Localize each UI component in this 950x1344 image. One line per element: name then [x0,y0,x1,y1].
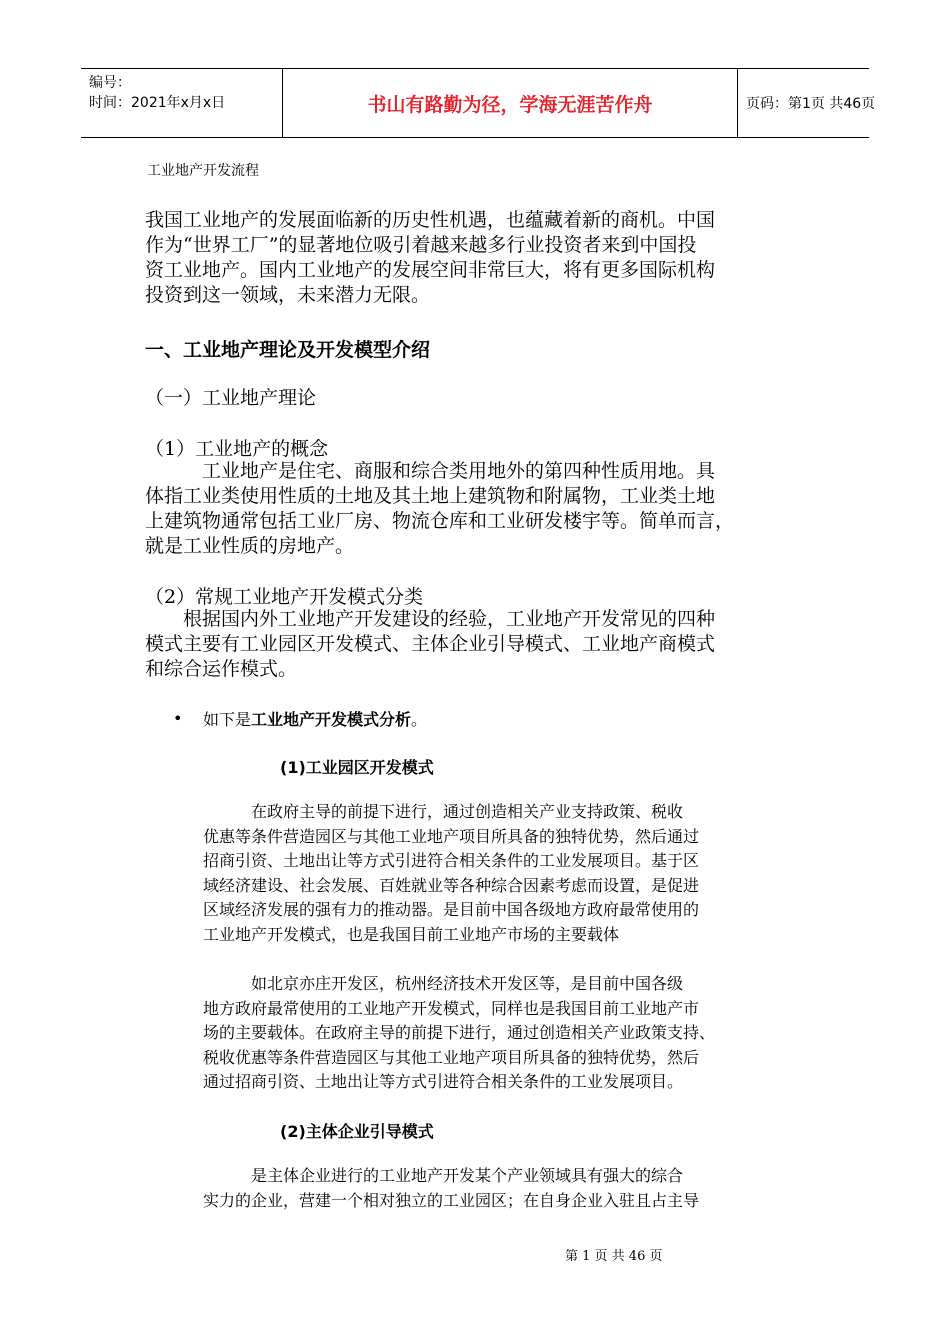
bullet-prefix: 如下是 [203,710,252,729]
doc-title: 工业地产开发流程 [147,163,259,179]
intro-line: 我国工业地产的发展面临新的历史性机遇，也蕴藏着新的商机。中国 [145,209,716,231]
bullet-bold: 工业地产开发模式分析 [251,710,412,729]
date-label: 时间：2021年x月x日 [89,95,226,111]
header-table [81,68,876,138]
mode1-line: 场的主要载体。在政府主导的前提下进行，通过创造相关产业政策支持、 [203,1023,716,1042]
mode2-line: 是主体企业进行的工业地产开发某个产业领域具有强大的综合 [203,1166,684,1185]
page-footer: 第 1 页 共 46 页 [565,1249,663,1264]
mode1-line: 地方政府最常使用的工业地产开发模式，同样也是我国目前工业地产市 [203,998,700,1018]
mode2-line: 实力的企业，营建一个相对独立的工业园区；在自身企业入驻且占主导 [203,1190,700,1210]
mode1-line: 域经济建设、社会发展、百姓就业等各种综合因素考虑而设置，是促进 [203,875,700,895]
concept-line: 体指工业类使用性质的土地及其土地上建筑物和附属物，工业类土地 [145,485,716,507]
bullet-icon: • [173,709,183,728]
mode1-line: 如北京亦庄开发区，杭州经济技术开发区等，是目前中国各级 [203,974,684,993]
mode1-heading: (1)工业园区开发模式 [280,758,434,777]
modes-line: 和综合运作模式。 [145,658,298,680]
mode1-line: 在政府主导的前提下进行，通过创造相关产业支持政策、税收 [203,802,684,821]
intro-line: 投资到这一领域，未来潜力无限。 [145,284,431,306]
mode1-line: 区域经济发展的强有力的推动器。是目前中国各级地方政府最常使用的 [203,900,700,919]
mode1-line: 通过招商引资、土地出让等方式引进符合相关条件的工业发展项目。 [203,1072,684,1091]
mode1-line: 招商引资、土地出让等方式引进符合相关条件的工业发展项目。基于区 [203,851,700,870]
bullet-text [203,707,427,730]
mode1-line: 工业地产开发模式，也是我国目前工业地产市场的主要载体 [203,924,620,944]
modes-heading: （2）常规工业地产开发模式分类 [145,586,424,608]
intro-line: 作为“世界工厂”的显著地位吸引着越来越多行业投资者来到中国投 [145,234,697,256]
intro-line: 资工业地产。国内工业地产的发展空间非常巨大，将有更多国际机构 [145,259,716,281]
number-label: 编号： [89,75,131,91]
bullet-suffix: 。 [411,710,428,729]
mode1-line: 税收优惠等条件营造园区与其他工业地产项目所具备的独特优势，然后 [203,1047,700,1067]
concept-line: 工业地产是住宅、商服和综合类用地外的第四种性质用地。具 [145,460,716,482]
concept-line: 上建筑物通常包括工业厂房、物流仓库和工业研发楼宇等。简单而言， [145,510,735,532]
section-heading: 一、工业地产理论及开发模型介绍 [145,339,431,361]
header-meta [81,69,281,137]
mode2-heading: (2)主体企业引导模式 [280,1122,434,1141]
subsection-heading: （一）工业地产理论 [145,387,317,409]
modes-line: 根据国内外工业地产开发建设的经验，工业地产开发常见的四种 [145,608,716,630]
mode1-line: 优惠等条件营造园区与其他工业地产项目所具备的独特优势，然后通过 [203,826,700,846]
header-motto: 书山有路勤为径，学海无涯苦作舟 [282,69,738,137]
concept-heading: （1）工业地产的概念 [145,438,329,460]
header-page-info: 页码：第1页 共46页 [746,96,876,112]
concept-line: 就是工业性质的房地产。 [145,535,355,557]
modes-line: 模式主要有工业园区开发模式、主体企业引导模式、工业地产商模式 [145,633,716,655]
